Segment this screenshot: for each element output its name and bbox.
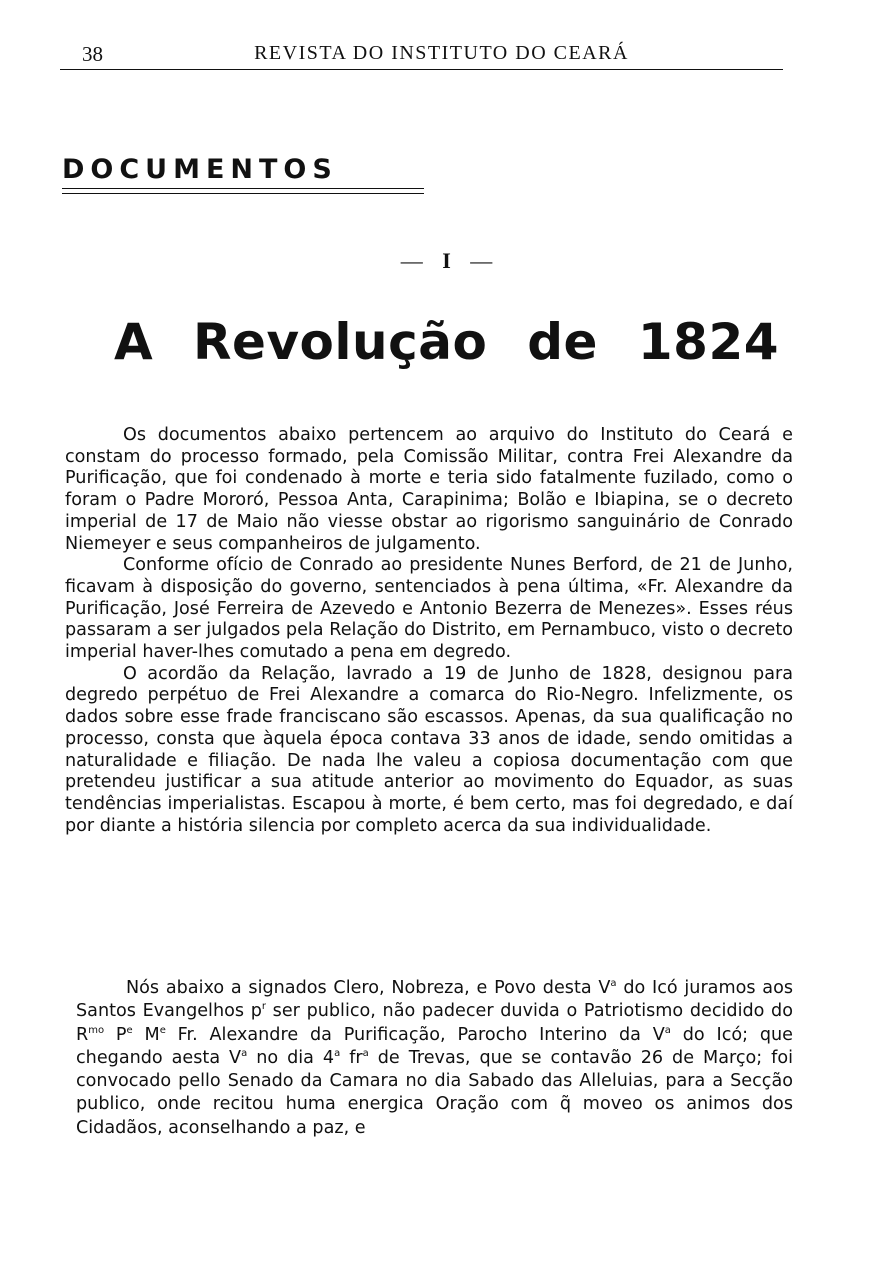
running-title: REVISTA DO INSTITUTO DO CEARÁ xyxy=(254,42,629,64)
dash-right: — xyxy=(470,248,493,273)
intro-paragraph: Os documentos abaixo pertencem ao arquivo do Instituto do Ceará e constam do processo formado, pela Comissão Militar, contra Frei Alexandre da Purificação, que foi condenado à morte e teria sido fatalmente fuzilado, como o foram o Padre Mororó, Pessoa Anta, Carapinima; Bolão e Ibiapina, se o decreto imperial de 17 de Maio não viesse obstar ao rigorismo sanguinário de Conrado Niemeyer e seus companheiros de julgamento. xyxy=(65,425,793,554)
document-number xyxy=(0,248,893,274)
document-paragraph: Nós abaixo a signados Clero, Nobreza, e Povo desta $V^a$ do Icó juramos aos Santos Evangelhos $p^r$ ser publico, não padecer duvida o Patriotismo decidido do $R^{mo}$ $P^e$ Me Fr. Alexandre da Purificação, Parocho Interino da $V^a$ do Icó; que chegando aesta $V^a$ no dia 4$^a$ $fr^a$ de Trevas, que se contavão 26 de Março; foi convocado pello Senado da Camara no dia Sabado das Alleluias, para a Secção publico, onde recitou huma energica Oração com q̃ moveo os animos dos Cidadãos, aconselhando a paz, e xyxy=(76,978,794,1138)
running-header xyxy=(60,42,783,70)
intro-paragraph: O acordão da Relação, lavrado a 19 de Junho de 1828, designou para degredo perpétuo de Frei Alexandre a comarca do Rio-Negro. Infelizmente, os dados sobre esse frade franciscano são escassos. Apenas, da sua qualificação no processo, consta que àquela época contava 33 anos de idade, sendo omitidas a naturalidade e filiação. De nada lhe valeu a copiosa documentação com que pretendeu justificar a sua atitude anterior ao movimento do Equador, as suas tendências imperialistas. Escapou à morte, é bem certo, mas foi degredado, e daí por diante a história silencia por completo acerca da sua individualidade. xyxy=(65,663,793,836)
header-rule xyxy=(60,69,783,70)
section-title: DOCUMENTOS xyxy=(62,154,338,185)
section-rule-top xyxy=(62,188,424,189)
transcribed-document xyxy=(76,977,793,1140)
dash-left: — xyxy=(400,248,423,273)
roman-numeral: I xyxy=(442,248,451,273)
intro-text xyxy=(65,425,793,837)
page-number: 38 xyxy=(82,42,103,66)
main-title: A Revolução de 1824 xyxy=(113,313,780,371)
intro-paragraph: Conforme ofício de Conrado ao presidente Nunes Berford, de 21 de Junho, ficavam à disposição do governo, sentenciados à pena última, «Fr. Alexandre da Purificação, José Ferreira de Azevedo e Antonio Bezerra de Menezes». Esses réus passaram a ser julgados pela Relação do Distrito, em Pernambuco, visto o decreto imperial haver-lhes comutado a pena em degredo. xyxy=(65,555,793,663)
section-rule-bottom xyxy=(62,193,424,194)
